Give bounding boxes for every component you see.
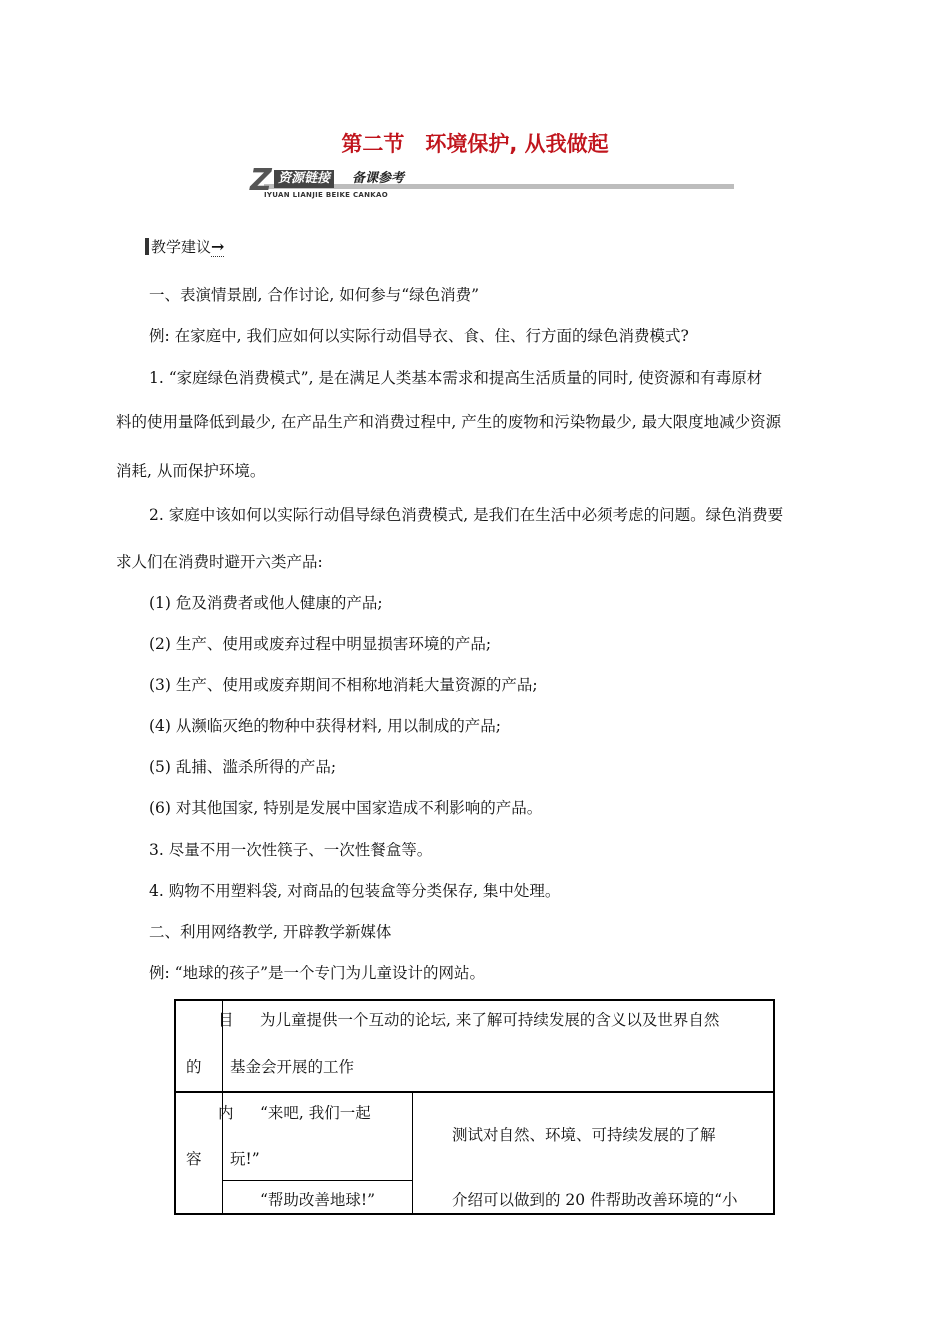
website-table [174,999,775,1215]
paragraph: 求人们在消费时避开六类产品: [116,553,323,571]
list-item: (2) 生产、使用或废弃过程中明显损害环境的产品; [149,635,492,653]
list-item: (6) 对其他国家, 特别是发展中国家造成不利影响的产品。 [149,799,543,817]
paragraph: 3. 尽量不用一次性筷子、一次性餐盒等。 [149,841,433,859]
paragraph: 例: 在家庭中, 我们应如何以实际行动倡导衣、食、住、行方面的绿色消费模式? [149,327,689,345]
resource-banner [244,163,734,206]
table-cell: “帮助改善地球!” [260,1191,376,1209]
table-label: 内 [218,1104,234,1122]
paragraph: 4. 购物不用塑料袋, 对商品的包装盒等分类保存, 集中处理。 [149,882,561,900]
section-label: 教学建议 [151,238,212,256]
banner-subtitle: 备课参考 [352,171,405,186]
paragraph: 二、利用网络教学, 开辟教学新媒体 [149,923,392,941]
page-title: 第二节 环境保护, 从我做起 [341,132,609,156]
table-cell: 测试对自然、环境、可持续发展的了解 [452,1126,716,1144]
paragraph: 消耗, 从而保护环境。 [116,462,266,480]
table-cell: 为儿童提供一个互动的论坛, 来了解可持续发展的含义以及世界自然 [260,1011,720,1029]
list-item: (3) 生产、使用或废弃期间不相称地消耗大量资源的产品; [149,676,538,694]
table-cell: 介绍可以做到的 20 件帮助改善环境的“小 [452,1191,738,1209]
table-border [412,1091,413,1215]
table-border [222,1180,413,1181]
arrow-icon: → [211,237,225,256]
table-label: 目 [218,1011,234,1029]
section-heading [145,236,224,257]
section-bar [145,238,149,255]
banner-rule [264,184,734,189]
list-item: (4) 从濒临灭绝的物种中获得材料, 用以制成的产品; [149,717,501,735]
list-item: (5) 乱捕、滥杀所得的产品; [149,758,337,776]
banner-chip: 资源链接 [274,170,334,188]
table-cell: “来吧, 我们一起 [260,1104,371,1122]
list-item: (1) 危及消费者或他人健康的产品; [149,594,383,612]
banner-pinyin: IYUAN LIANJIE BEIKE CANKAO [264,191,388,199]
table-border [174,1091,775,1093]
table-border [174,999,176,1215]
table-cell: 玩!” [230,1150,260,1168]
paragraph: 例: “地球的孩子”是一个专门为儿童设计的网站。 [149,964,485,982]
table-border [773,999,775,1215]
paragraph: 料的使用量降低到最少, 在产品生产和消费过程中, 产生的废物和污染物最少, 最大限度地减少资源 [116,413,782,431]
paragraph: 2. 家庭中该如何以实际行动倡导绿色消费模式, 是我们在生活中必须考虑的问题。绿色消费要 [149,506,784,524]
table-border [174,999,775,1001]
table-label: 容 [186,1150,202,1168]
paragraph: 一、表演情景剧, 合作讨论, 如何参与“绿色消费” [149,286,480,304]
paragraph: 1. “家庭绿色消费模式”, 是在满足人类基本需求和提高生活质量的同时, 使资源和有毒原材 [149,369,763,387]
table-label: 的 [186,1058,202,1076]
table-border [174,1213,775,1215]
table-cell: 基金会开展的工作 [230,1058,355,1076]
banner-z-logo: Z [250,163,272,198]
